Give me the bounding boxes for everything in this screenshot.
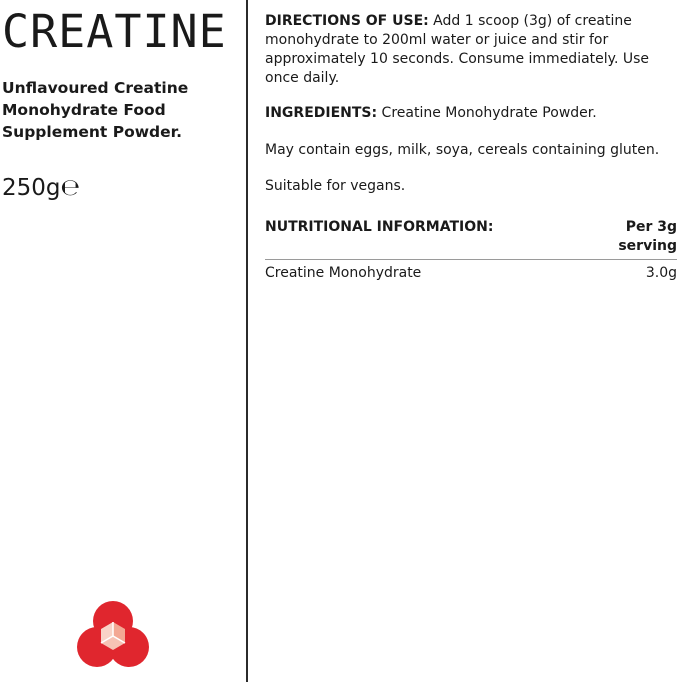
left-panel [0,0,246,682]
product-subtitle: Unflavoured Creatine Monohydrate Food Supplement Powder. [2,79,189,141]
vegan-text: Suitable for vegans. [265,178,406,194]
ingredients-paragraph [265,104,663,123]
estimated-sign-icon: ℮ [60,175,81,201]
nutrition-row-label: Creatine Monohydrate [265,265,422,281]
nutrition-divider [265,259,677,260]
directions-paragraph [265,12,663,88]
allergen-text: May contain eggs, milk, soya, cereals containing gluten. [265,142,660,158]
column-divider [246,0,248,682]
right-panel [265,0,679,682]
ingredients-text: Creatine Monohydrate Powder. [377,105,597,121]
directions-label: DIRECTIONS OF USE: [265,13,429,29]
nutrition-row-value: 3.0g [645,265,677,281]
nutrition-per-serving-header [597,218,677,256]
tri-circle-logo-icon [76,600,150,670]
per-serving-line2: serving [618,238,677,254]
per-serving-line1: Per 3g [625,219,677,235]
product-title: CREATINE [2,5,227,58]
directions-text: Add 1 scoop (3g) of creatine monohydrate to 200ml water or juice and stir for approximately 10 seconds. Consume immediately. Use once daily. [265,13,649,86]
net-weight-value: 250g [2,175,61,201]
nutrition-heading: NUTRITIONAL INFORMATION: [265,219,494,235]
ingredients-label: INGREDIENTS: [265,105,378,121]
net-weight [2,172,80,204]
